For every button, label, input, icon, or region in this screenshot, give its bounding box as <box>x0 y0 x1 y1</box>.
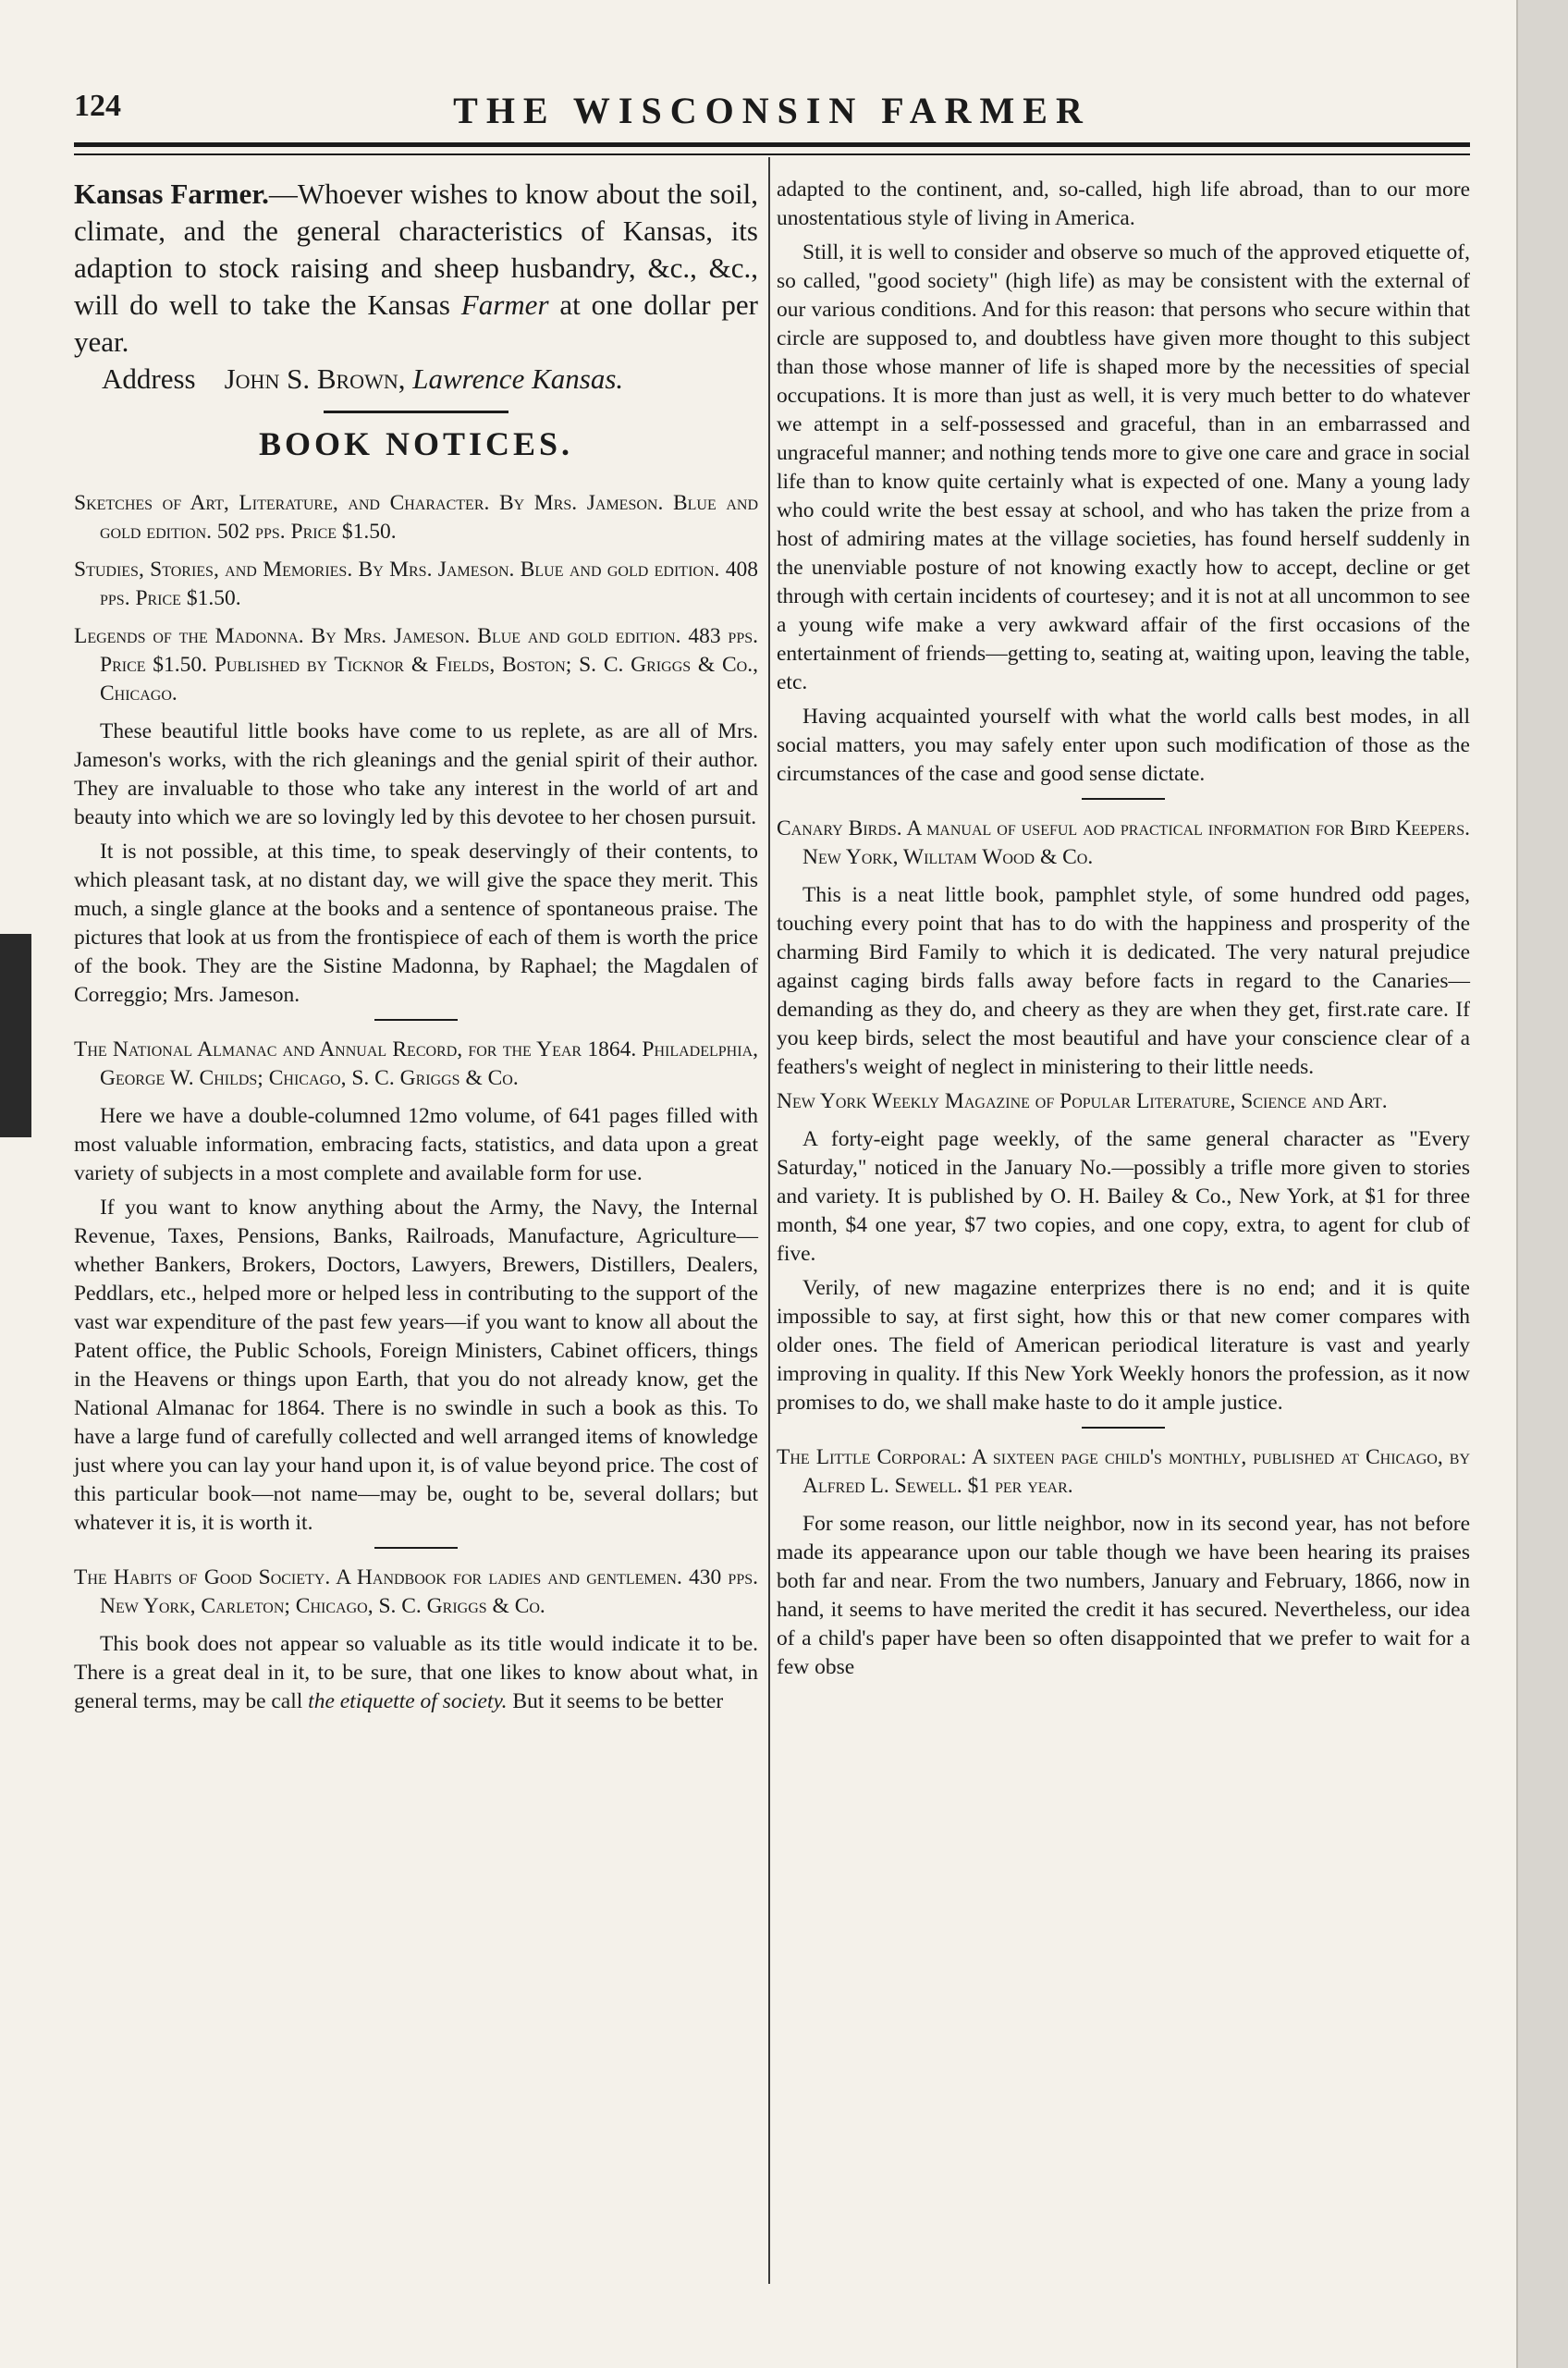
kansas-italic: Farmer <box>460 288 549 321</box>
notice-entry-sketches: Sketches of Art, Literature, and Character. By Mrs. Jameson. Blue and gold edition. 502 pps. Price $1.50. <box>74 491 758 544</box>
address-label: Address <box>102 362 196 395</box>
canary-paragraph: This is a neat little book, pamphlet style, of some hundred odd pages, touching every point that has to do with the happiness and prosperity of the charming Bird Family to which it is dedicated. The very natural prejudice against caging birds falls away before facts in regard to the Canaries—demanding as they do, and cheery as they are when they get, first.rate care. If you keep birds, select the most beautiful and have your conscience clear of a feathers's weight of neglect in ministering to their little needs. <box>777 883 1470 1079</box>
section-title: BOOK NOTICES. <box>258 425 574 462</box>
jameson-paragraph-2: It is not possible, at this time, to speak deservingly of their contents, to which pleasant task, at no distant day, we will give the space they merit. This much, a single glance at the books and a sentence of spontaneous praise. The pictures that look at us from the frontispiece of each of them is worth the price of the book. They are the Sistine Madonna, by Raphael; the Magdalen of Correggio; Mrs. Jameson. <box>74 840 758 1007</box>
kansas-address <box>74 361 758 398</box>
divider-2 <box>374 1547 458 1549</box>
etiquette-paragraph: Still, it is well to consider and observe so much of the approved etiquette of, so called, "good society" (high life) as may be consistent with the external of our various conditions. And for this reason: that persons who secure within that circle are supposed to, and doubtless have given more thought to this subject than those whose manner of life is shaped more by the necessities of special occupations. It is more than just as well, it is very much better to do whatever we attempt in a self-possessed and graceful, than in an embarrassed and ungraceful manner; and nothing tends more to give one care and grace in social life than to know quite certainly what is expected of one. Many a young lady who could write the best essay at school, and who has taken the prize from a host of admiring mates at the village societies, has found herself suddenly in the unenviable posture of not knowing exactly how to accept, decline or get through with certain incidents of courtesey; and it is not at all uncommon to see a young wife make a very awkward affair of the first occasions of the entertainment of friends—getting to, seating at, waiting upon, leaving the table, etc. <box>777 240 1470 694</box>
notice-entry-canary: Canary Birds. A manual of useful aod practical information for Bird Keepers. New York, Willtam Wood & Co. <box>777 816 1470 869</box>
masthead-title: THE WISCONSIN FARMER <box>453 90 1091 131</box>
notice-entry-habits: The Habits of Good Society. A Handbook for ladies and gentlemen. 430 pps. New York, Carleton; Chicago, S. C. Griggs & Co. <box>74 1565 758 1618</box>
header-rule-thin <box>74 153 1470 155</box>
best-modes-paragraph: Having acquainted yourself with what the world calls best modes, in all social matters, you may safely enter upon such modification of those as the circumstances of the case and good sense dictate. <box>777 705 1470 786</box>
divider-1 <box>374 1019 458 1021</box>
habits-text-b: But it seems to be better <box>507 1689 724 1713</box>
kansas-text-1: —Whoever wishes to know about the soil, climate, and the general characteristics of Kansas, its adaption to stock raising and sheep husbandry, &c., &c., will do well to take the Kansas <box>74 178 758 321</box>
section-rule <box>324 411 508 413</box>
kansas-farmer-notice <box>74 176 758 361</box>
header-rule-thick <box>74 142 1470 147</box>
address-place: Lawrence Kansas. <box>412 362 624 395</box>
corporal-paragraph: For some reason, our little neighbor, now in its second year, has not before made its appearance upon our table though we have been hearing its praises both far and near. From the two numbers, January and February, 1866, now in hand, it seems to have merited the credit it has secured. Nevertheless, our idea of a child's paper have been so often disappointed that we prefer to wait for a few obse <box>777 1512 1470 1679</box>
habits-continued: adapted to the continent, and, so-called, high life abroad, than to our more unostentatious style of living in America. <box>777 178 1470 230</box>
notice-entry-legends: Legends of the Madonna. By Mrs. Jameson. Blue and gold edition. 483 pps. Price $1.50. Published by Ticknor & Fields, Boston; S. C. Griggs & Co., Chicago. <box>74 624 758 705</box>
notice-entry-almanac: The National Almanac and Annual Record, for the Year 1864. Philadelphia, George W. Childs; Chicago, S. C. Griggs & Co. <box>74 1037 758 1090</box>
weekly-paragraph-2: Verily, of new magazine enterprizes there is no end; and it is quite impossible to say, at first sight, how this or that new comer compares with older ones. The field of American periodical literature is vast and yearly improving in quality. If this New York Weekly honors the profession, as it now promises to do, we shall make haste to do it ample justice. <box>777 1276 1470 1415</box>
almanac-paragraph-1: Here we have a double-columned 12mo volume, of 641 pages filled with most valuable information, embracing facts, statistics, and data upon a great variety of subjects in a most complete and available form for use. <box>74 1104 758 1185</box>
jameson-paragraph-1: These beautiful little books have come to us replete, as are all of Mrs. Jameson's works, with the rich gleanings and the genial spirit of their author. They are invaluable to those who take any interest in the world of art and beauty into which we are so lovingly led by this devotee to her chosen pursuit. <box>74 719 758 829</box>
divider-3 <box>1082 798 1165 800</box>
right-column <box>777 176 1470 1687</box>
habits-italic: the etiquette of society. <box>308 1689 508 1713</box>
notice-entry-corporal: The Little Corporal: A sixteen page child's monthly, published at Chicago, by Alfred L. Sewell. $1 per year. <box>777 1445 1470 1498</box>
habits-paragraph <box>74 1630 758 1716</box>
kansas-text-2: at one dollar per year. <box>74 288 758 358</box>
notice-entry-studies: Studies, Stories, and Memories. By Mrs. Jameson. Blue and gold edition. 408 pps. Price $1.50. <box>74 558 758 610</box>
almanac-paragraph-2: If you want to know anything about the Army, the Navy, the Internal Revenue, Taxes, Pensions, Banks, Railroads, Manufacture, Agriculture—whether Bankers, Brokers, Doctors, Lawyers, Brewers, Distillers, Dealers, Peddlars, etc., helped more or helped less in contributing to the support of the vast war expenditure of the past few years—if you want to know all about the Patent office, the Public Schools, Foreign Ministers, Cabinet officers, things in the Heavens or things upon Earth, that you do not already know, get the National Almanac for 1864. There is no swindle in such a book as this. To have a large fund of carefully collected and well arranged items of knowledge just where you can lay your hand upon it, is of value beyond price. The cost of this particular book—not name—may be, ought to be, several dollars; but whatever it is, it is worth it. <box>74 1196 758 1535</box>
habits-text-a: This book does not appear so valuable as its title would indicate it to be. There is a great deal in it, to be sure, that one likes to know about what, in general terms, may be call <box>74 1632 758 1713</box>
kansas-lead: Kansas Farmer. <box>74 178 269 210</box>
weekly-paragraph-1: A forty-eight page weekly, of the same general character as "Every Saturday," noticed in the January No.—possibly a trifle more given to stories and variety. It is published by O. H. Bailey & Co., New York, at $1 for three month, $4 one year, $7 two copies, and one copy, extra, to agent for club of five. <box>777 1127 1470 1266</box>
page-header <box>74 89 1470 141</box>
library-stamp <box>0 934 31 1137</box>
scan-margin <box>1516 0 1568 2368</box>
page-number: 124 <box>74 89 121 123</box>
address-name: John S. Brown, <box>224 362 406 395</box>
column-divider <box>768 157 770 2284</box>
left-column <box>74 176 758 1722</box>
divider-4 <box>1082 1427 1165 1429</box>
notice-entry-weekly: New York Weekly Magazine of Popular Literature, Science and Art. <box>777 1089 1388 1113</box>
